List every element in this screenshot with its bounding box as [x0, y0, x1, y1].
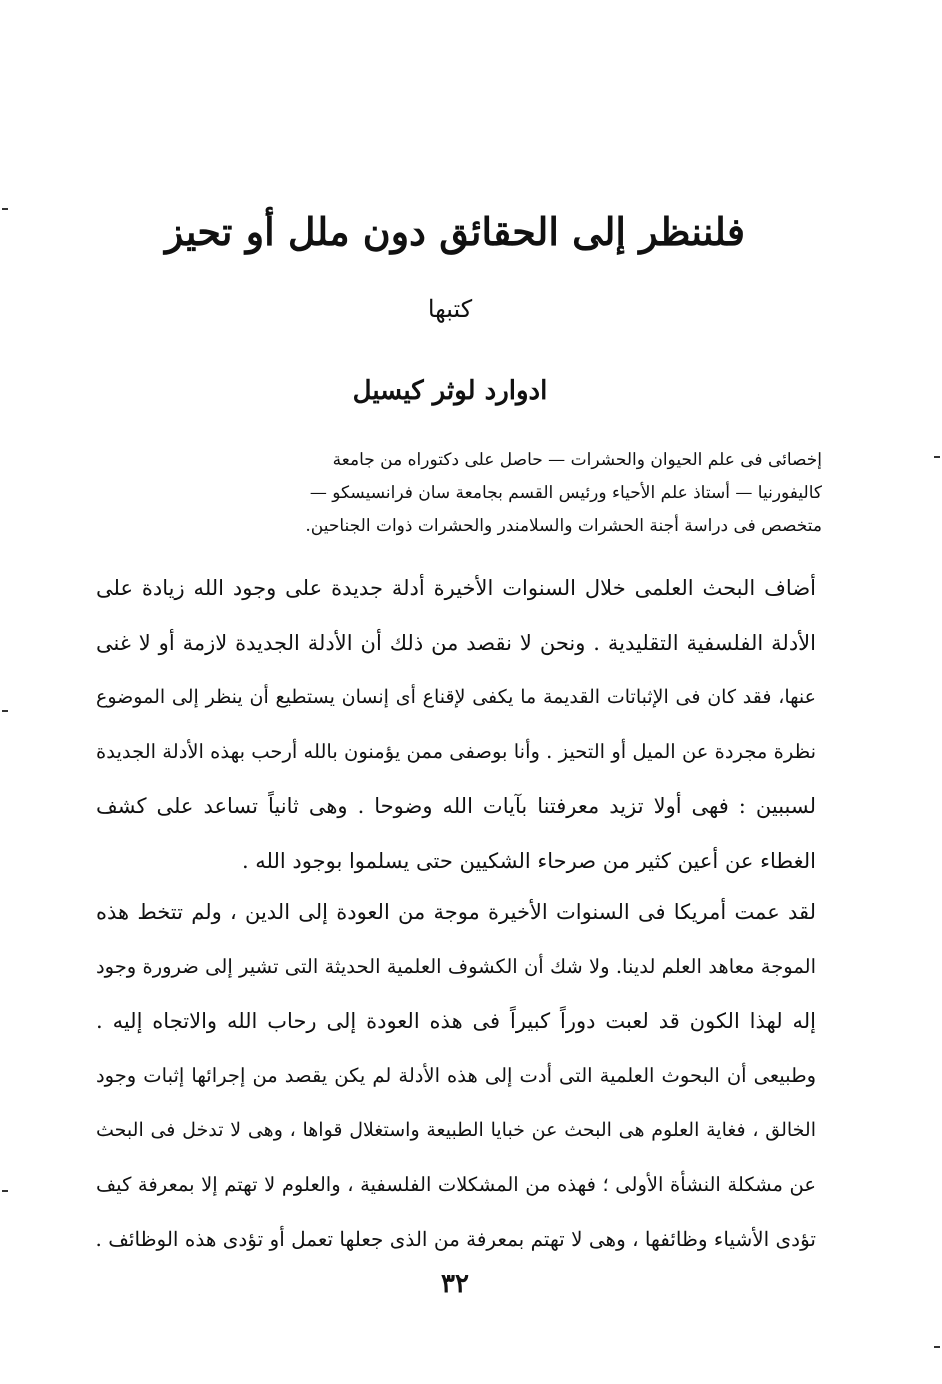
author-name: ادوارد لوثر كيسيل — [352, 376, 548, 406]
scan-edge-mark — [2, 710, 8, 712]
scan-edge-mark — [934, 1346, 940, 1348]
paragraph-line: لسببين : فهى أولا تزيد معرفتنا بآيات الله وضوحا . وهى ثانياً تساعد على كشف — [96, 794, 816, 818]
paragraph-line: الغطاء عن أعين كثير من صرحاء الشكيين حتى يسلموا بوجود الله . — [241, 848, 816, 873]
paragraph-line: نظرة مجردة عن الميل أو التحيز . وأنا بوصفى ممن يؤمنون بالله أرحب بهذه الأدلة الجديدة — [96, 739, 816, 763]
credentials-line: متخصص فى دراسة أجنة الحشرات والسلامندر والحشرات ذوات الجناحين. — [305, 516, 822, 536]
scan-edge-mark — [2, 208, 8, 210]
paragraph-line: عن مشكلة النشأة الأولى ؛ فهذه من المشكلات الفلسفية ، والعلوم لا تهتم إلا بمعرفة كيف — [96, 1172, 816, 1196]
paragraph-line: وطبيعى أن البحوث العلمية التى أدت إلى هذه الأدلة لم يكن يقصد من إجرائها إثبات وجود — [96, 1063, 816, 1087]
page-number: ٣٢ — [441, 1269, 469, 1299]
article-title: فلننظر إلى الحقائق دون ملل أو تحيز — [164, 209, 746, 254]
paragraph-line: الخالق ، فغاية العلوم هى البحث عن خبايا الطبيعة واستغلال قواها ، وهى لا تدخل فى البحث — [96, 1119, 816, 1141]
paragraph-line: عنها، فقد كان فى الإثباتات القديمة ما يكفى لإقناع أى إنسان يستطيع أن ينظر إلى الموضوع — [96, 686, 816, 708]
scan-edge-mark — [934, 456, 940, 458]
paragraph-line: لقد عمت أمريكا فى السنوات الأخيرة موجة من العودة إلى الدين ، ولم تتخط هذه — [96, 900, 816, 924]
paragraph-line: أضاف البحث العلمى خلال السنوات الأخيرة أدلة جديدة على وجود الله زيادة على — [96, 576, 816, 600]
author-credentials — [110, 444, 822, 543]
byline-label: كتبها — [427, 295, 473, 323]
scan-edge-mark — [2, 1190, 8, 1192]
paragraph-line: الأدلة الفلسفية التقليدية . ونحن لا نقصد من ذلك أن الأدلة الجديدة لازمة أو لا غنى — [96, 630, 816, 655]
paragraph-line: إله لهذا الكون قد لعبت دوراً كبيراً فى هذه العودة إلى رحاب الله والاتجاه إليه . — [96, 1009, 816, 1033]
body-paragraph-1 — [96, 561, 816, 888]
body-paragraph-2 — [96, 885, 816, 1267]
credentials-line: إخصائى فى علم الحيوان والحشرات — حاصل على دكتوراه من جامعة — [332, 450, 822, 470]
credentials-line: كاليفورنيا — أستاذ علم الأحياء ورئيس القسم بجامعة سان فرانسيسكو — — [309, 483, 822, 503]
paragraph-line: تؤدى الأشياء وظائفها ، وهى لا تهتم بمعرفة من الذى جعلها تعمل أو تؤدى هذه الوظائف . — [95, 1227, 816, 1251]
paragraph-line: الموجة معاهد العلم لدينا. ولا شك أن الكشوف العلمية الحديثة التى تشير إلى ضرورة وجود — [96, 954, 816, 978]
